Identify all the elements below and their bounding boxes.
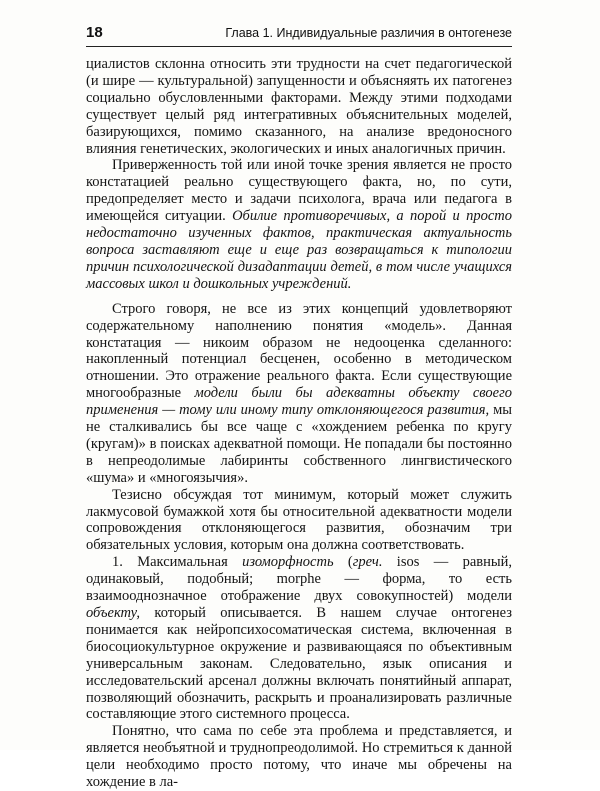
paragraph-2 (86, 157, 512, 292)
abbr-greek: греч. (352, 554, 383, 571)
paragraph-5-text-a: 1. Максимальная (112, 554, 243, 571)
paragraph-5 (86, 554, 512, 723)
paragraph-3-text-c: мы не сталкивались бы все чаще с «хождением ребенка по кругу (кругам)» в поисках адекватной помощи. Не попадали бы постоянно в непреодолимые лабиринты собственного лингвистического «шума» и «многоязычия». (86, 402, 512, 486)
paragraph-1-text: циалистов склонна относить эти трудности на счет педагогической (и шире — культуральной) запущенности и объясняять их патогенез социально обусловленными факторами. Между этими подходами существует целый ряд интегративных объяснительных моделей, базирующихся, помимо сказанного, на анализе вредоносного влияния генетических, экологических и иных аналогичных причин. (86, 56, 512, 157)
running-head: Глава 1. Индивидуальные различия в онтогенезе (225, 26, 512, 40)
page-number: 18 (86, 24, 103, 41)
paragraph-5-text-e: isos — равный, одинаковый, подобный; morphe — форма, то есть взаимооднозначное отображение двух совокупностей) модели (86, 554, 512, 605)
paragraph-6-text: Понятно, что сама по себе эта проблема и представляется, и является необъятной и труднопреодолимой. Но стремиться к данной цели необходимо просто потому, что иначе мы обречены на хождение в ла- (86, 723, 512, 791)
paragraph-5-text-g: который описывается. В нашем случае онтогенез понимается как нейропсихосоматическая система, включенная в биосоциокультурное окружение и развивающаяся по объективным универсальным законам. Следовательно, язык описания и исследовательский арсенал должны включать понятийный аппарат, позволяющий обозначить, раскрыть и проанализировать различные составляющие этого системного процесса. (86, 605, 512, 723)
paragraph-1 (86, 56, 512, 157)
page-header (86, 24, 512, 47)
paragraph-3-italic: модели были бы адекватны объекту своего применения — тому или иному типу отклоняющегося развития, (86, 385, 512, 419)
paragraph-2-text: Приверженность той или иной точке зрения является не просто констатацией реально существующего факта, но, по сути, предопределяет место и задачи психолога, врача или педагога в имеющейся ситуации. (86, 157, 512, 225)
paragraph-4 (86, 487, 512, 555)
paragraph-gap (86, 293, 512, 301)
paragraph-5-text-c: ( (333, 554, 353, 571)
term-object: объекту, (86, 605, 140, 621)
paragraph-2-italic: Обилие противоречивых, а порой и просто недостаточно изученных фактов, практическая актуальность вопроса заставляют еще и еще раз возвращаться к типологии причин психологической дизадаптации детей, в том числе учащихся массовых школ и дошкольных учреждений. (86, 208, 512, 292)
page-body (86, 56, 512, 791)
paragraph-6 (86, 723, 512, 791)
paragraph-3-text-a: Строго говоря, не все из этих концепций удовлетворяют содержательному наполнению понятия «модель». Данная констатация — никоим образом не недооценка сделанного: накопленный потенциал бесценен, особенно в методическом отношении. Это отражение реального факта. Если существующие многообразные (86, 300, 512, 402)
paragraph-3 (86, 301, 512, 487)
paragraph-4-text: Тезисно обсуждая тот минимум, который может служить лакмусовой бумажкой хотя бы относительной адекватности модели сопровождения отклоняющегося развития, обозначим три обязательных условия, которым она должна соответствовать. (86, 486, 512, 554)
term-isomorphism: изоморфность (242, 554, 334, 571)
